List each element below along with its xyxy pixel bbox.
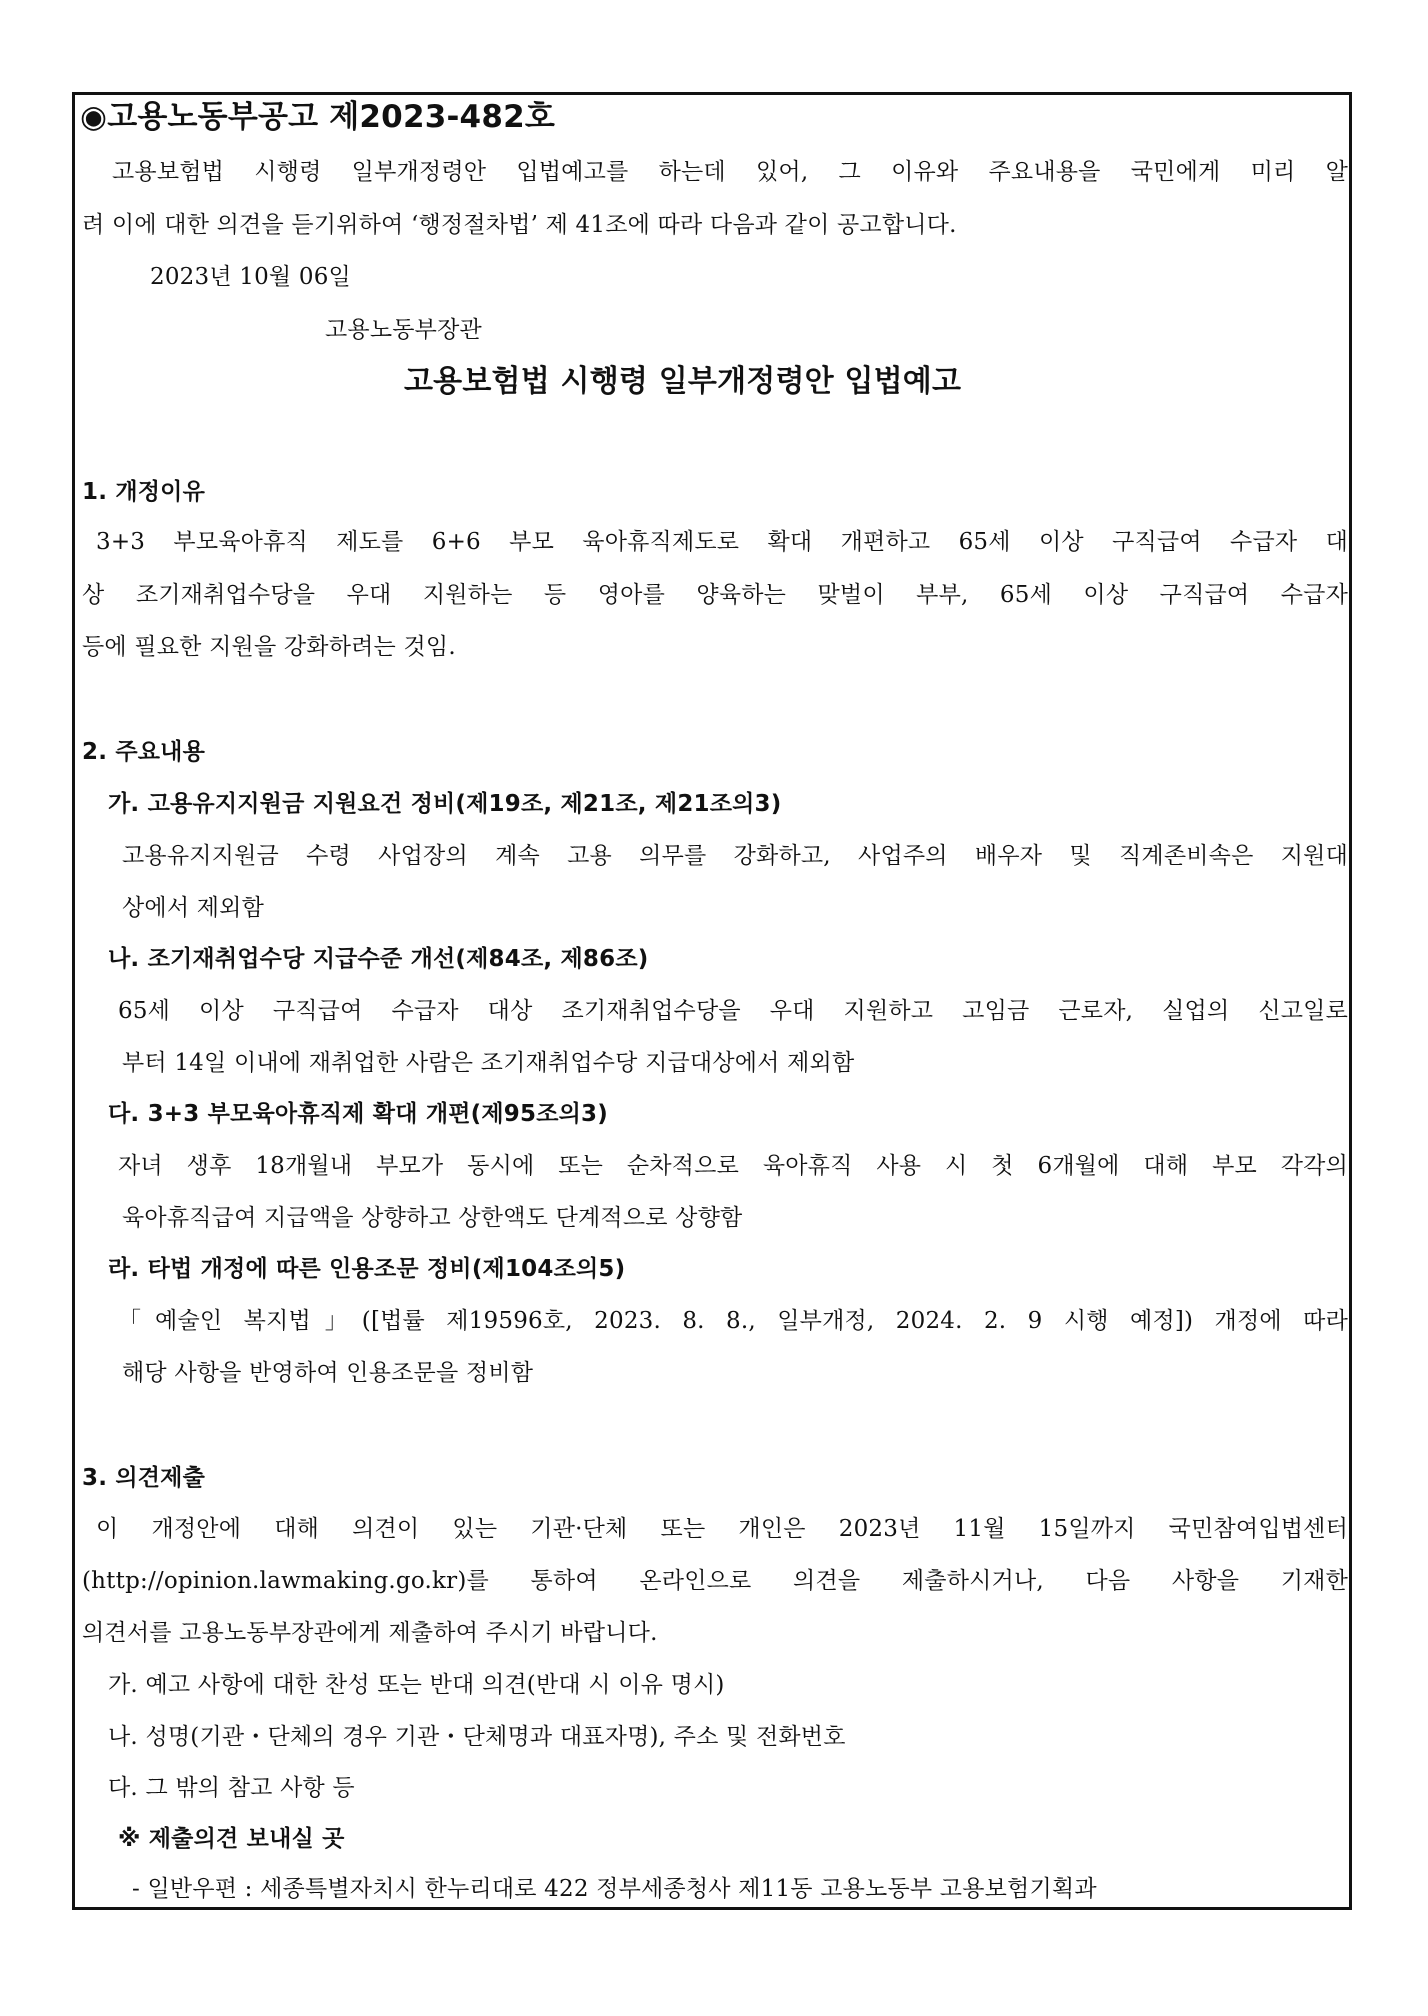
section-1-line-2: 상 조기재취업수당을 우대 지원하는 등 영아를 양육하는 맞벌이 부부, 65세 이상 구직급여 수급자 xyxy=(82,582,1348,608)
mail-address: - 일반우편 : 세종특별자치시 한누리대로 422 정부세종청사 제11동 고용노동부 고용보험기획과 xyxy=(132,1876,1097,1902)
section-3-item: 나. 성명(기관・단체의 경우 기관・단체명과 대표자명), 주소 및 전화번호 xyxy=(108,1724,846,1750)
intro-line-2: 려 이에 대한 의견을 듣기위하여 ‘행정절차법’ 제 41조에 따라 다음과 같이 공고합니다. xyxy=(82,212,957,238)
section-3-line-1: 이 개정안에 대해 의견이 있는 기관·단체 또는 개인은 2023년 11월 15일까지 국민참여입법센터 xyxy=(96,1516,1348,1542)
send-to-heading: ※ 제출의견 보내실 곳 xyxy=(118,1826,345,1852)
section-2-item-text: 65세 이상 구직급여 수급자 대상 조기재취업수당을 우대 지원하고 고임금 근로자, 실업의 신고일로 xyxy=(118,998,1348,1024)
notice-issuer: 고용노동부장관 xyxy=(325,317,482,343)
section-1-heading: 1. 개정이유 xyxy=(82,479,206,505)
section-2-item-text: 상에서 제외함 xyxy=(122,895,265,921)
section-2-item-text: 고용유지지원금 수령 사업장의 계속 고용 의무를 강화하고, 사업주의 배우자 및 직계존비속은 지원대 xyxy=(122,843,1348,869)
section-3-line-3: 의견서를 고용노동부장관에게 제출하여 주시기 바랍니다. xyxy=(82,1620,658,1646)
section-2-item-text: 부터 14일 이내에 재취업한 사람은 조기재취업수당 지급대상에서 제외함 xyxy=(122,1050,855,1076)
section-2-item-text: 자녀 생후 18개월내 부모가 동시에 또는 순차적으로 육아휴직 사용 시 첫 6개월에 대해 부모 각각의 xyxy=(118,1153,1348,1179)
intro-line-1: 고용보험법 시행령 일부개정령안 입법예고를 하는데 있어, 그 이유와 주요내용을 국민에게 미리 알 xyxy=(112,159,1348,185)
notice-number: ◉고용노동부공고 제2023-482호 xyxy=(80,99,556,135)
section-3-heading: 3. 의견제출 xyxy=(82,1465,206,1491)
section-1-line-3: 등에 필요한 지원을 강화하려는 것임. xyxy=(82,634,456,660)
section-3-line-2: (http://opinion.lawmaking.go.kr)를 통하여 온라인으로 의견을 제출하시거나, 다음 사항을 기재한 xyxy=(82,1568,1348,1594)
section-2-item-title: 가. 고용유지지원금 지원요건 정비(제19조, 제21조, 제21조의3) xyxy=(108,791,782,817)
section-2-item-text: 육아휴직급여 지급액을 상향하고 상한액도 단계적으로 상향함 xyxy=(122,1205,743,1231)
document-title: 고용보험법 시행령 일부개정령안 입법예고 xyxy=(404,364,962,399)
section-3-item: 다. 그 밖의 참고 사항 등 xyxy=(108,1775,355,1801)
section-2-heading: 2. 주요내용 xyxy=(82,739,206,765)
section-2-item-text: 해당 사항을 반영하여 인용조문을 정비함 xyxy=(122,1360,534,1386)
section-2-item-text: 「예술인 복지법」([법률 제19596호, 2023. 8. 8., 일부개정, 2024. 2. 9 시행 예정]) 개정에 따라 xyxy=(118,1308,1348,1334)
section-2-item-title: 라. 타법 개정에 따른 인용조문 정비(제104조의5) xyxy=(108,1256,626,1282)
section-2-item-title: 다. 3+3 부모육아휴직제 확대 개편(제95조의3) xyxy=(108,1101,608,1127)
notice-date: 2023년 10월 06일 xyxy=(150,264,351,290)
section-1-line-1: 3+3 부모육아휴직 제도를 6+6 부모 육아휴직제도로 확대 개편하고 65세 이상 구직급여 수급자 대 xyxy=(96,529,1348,555)
section-2-item-title: 나. 조기재취업수당 지급수준 개선(제84조, 제86조) xyxy=(108,946,649,972)
section-3-item: 가. 예고 사항에 대한 찬성 또는 반대 의견(반대 시 이유 명시) xyxy=(108,1672,725,1698)
